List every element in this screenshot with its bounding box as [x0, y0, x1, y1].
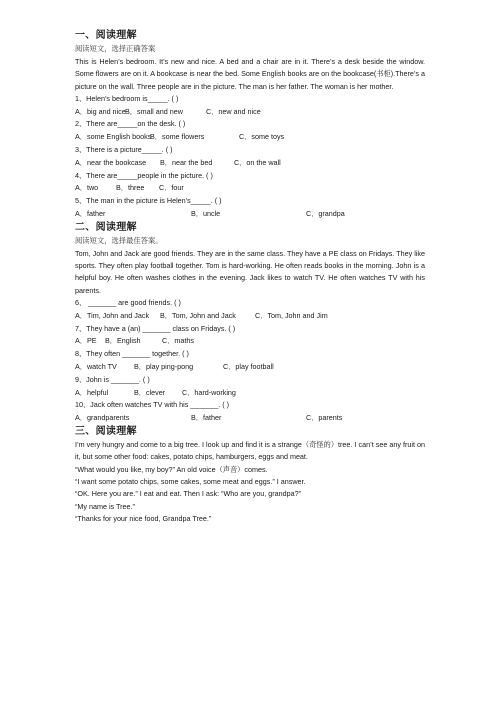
option-b: B．clever [134, 387, 166, 397]
option-a: A．Tim, John and Jack [75, 310, 150, 320]
story-line-2: “What would you like, my boy?” An old voice（声音）comes. [75, 464, 268, 474]
question-2-options [75, 131, 425, 144]
section-1 [75, 29, 425, 221]
question-8-options [75, 361, 425, 374]
section-2 [75, 221, 425, 425]
option-a: A．PE [75, 336, 97, 346]
section-1-instruction: 阅读短文，选择正确答案 [75, 44, 156, 53]
option-c: C．maths [162, 336, 194, 346]
story-line-4: “OK. Here you are.” I eat and eat. Then I ask: “Who are you, grandpa?” [75, 489, 301, 499]
section-2-heading: 二、阅读理解 [75, 221, 137, 233]
option-c: C．parents [306, 413, 343, 423]
option-c: C．play football [223, 362, 274, 372]
question-1: 1、Helen’s bedroom is_____. ( ) [75, 93, 179, 103]
question-9-options [75, 387, 425, 400]
option-a: A．watch TV [75, 362, 117, 372]
option-a: A．father [75, 209, 106, 219]
question-3-options [75, 157, 425, 170]
question-5: 5、The man in the picture is Helen’s_____. ( ) [75, 196, 222, 206]
option-b: B．near the bed [160, 157, 213, 167]
section-2-instruction: 阅读短文，选择最佳答案。 [75, 235, 163, 245]
question-2: 2、There are_____on the desk. ( ) [75, 119, 186, 129]
option-c: C．some toys [239, 132, 285, 142]
option-b: B．English [105, 336, 141, 346]
document-content [75, 29, 425, 525]
option-a: A．helpful [75, 387, 109, 397]
story-line-3: “I want some potato chips, some cakes, some meat and eggs.” I answer. [75, 476, 306, 486]
option-a: A．grandparents [75, 413, 130, 423]
question-10: 10、Jack often watches TV with his _______. ( ) [75, 400, 230, 410]
option-c: C．hard-working [182, 387, 236, 397]
question-4-options [75, 182, 425, 195]
option-a: A．big and nice [75, 106, 126, 116]
option-a: A．near the bookcase [75, 157, 147, 167]
option-a: A．some English books [75, 132, 152, 142]
option-b: B．uncle [191, 209, 221, 219]
option-b: B．father [191, 413, 222, 423]
question-8: 8、They often _______ together. ( ) [75, 349, 189, 359]
section-2-passage: Tom, John and Jack are good friends. They are in the same class. They have a PE class on Fridays. They like sports. They often play football together. Tom is hard-working. He often reads books in the morning. John is a helpful boy. He often washes clothes in the evening. Jack likes to watch TV. He often watches TV with his parents. [75, 248, 425, 295]
question-7: 7、They have a (an) _______ class on Fridays. ( ) [75, 323, 236, 333]
section-3-heading: 三、阅读理解 [75, 426, 137, 438]
section-3 [75, 425, 425, 525]
option-a: A．two [75, 183, 99, 193]
option-b: B．play ping-pong [134, 362, 194, 372]
option-b: B．Tom, John and Jack [160, 310, 236, 320]
question-3: 3、There is a picture_____. ( ) [75, 145, 173, 155]
option-c: C．four [159, 183, 184, 193]
story-line-1: I’m very hungry and come to a big tree. I look up and find it is a strange（奇怪的）tree. I can’t see any fruit on it, but some other food: cakes, potato chips, hamburgers, eggs and meat. [75, 440, 425, 462]
question-6-options [75, 310, 425, 323]
question-4: 4、There are_____people in the picture. ( ) [75, 170, 213, 180]
option-b: B．some flowers [150, 132, 205, 142]
option-b: B．small and new [125, 106, 183, 116]
question-9: 9、John is _______. ( ) [75, 374, 150, 384]
option-c: C．Tom, John and Jim [255, 310, 328, 320]
question-7-options [75, 335, 425, 348]
section-1-heading: 一、阅读理解 [75, 30, 137, 41]
story-line-6: “Thanks for your nice food, Grandpa Tree.” [75, 513, 212, 523]
section-1-passage: This is Helen’s bedroom. It’s new and nice. A bed and a chair are in it. There’s a desk beside the window. Some flowers are on it. A bookcase is near the bed. Some English books are on the bookcase(书柜).There’s a picture on the wall. Three people are in the picture. The man is her father. The woman is her mother. [75, 57, 425, 91]
option-b: B．three [116, 183, 145, 193]
option-c: C．grandpa [306, 209, 345, 219]
question-5-options [75, 208, 425, 221]
story-line-5: “My name is Tree.” [75, 501, 135, 511]
option-c: C．new and nice [206, 106, 261, 116]
option-c: C．on the wall [234, 157, 281, 167]
question-6: 6、 _______ are good friends. ( ) [75, 298, 181, 308]
question-10-options [75, 412, 425, 425]
question-1-options [75, 106, 425, 119]
